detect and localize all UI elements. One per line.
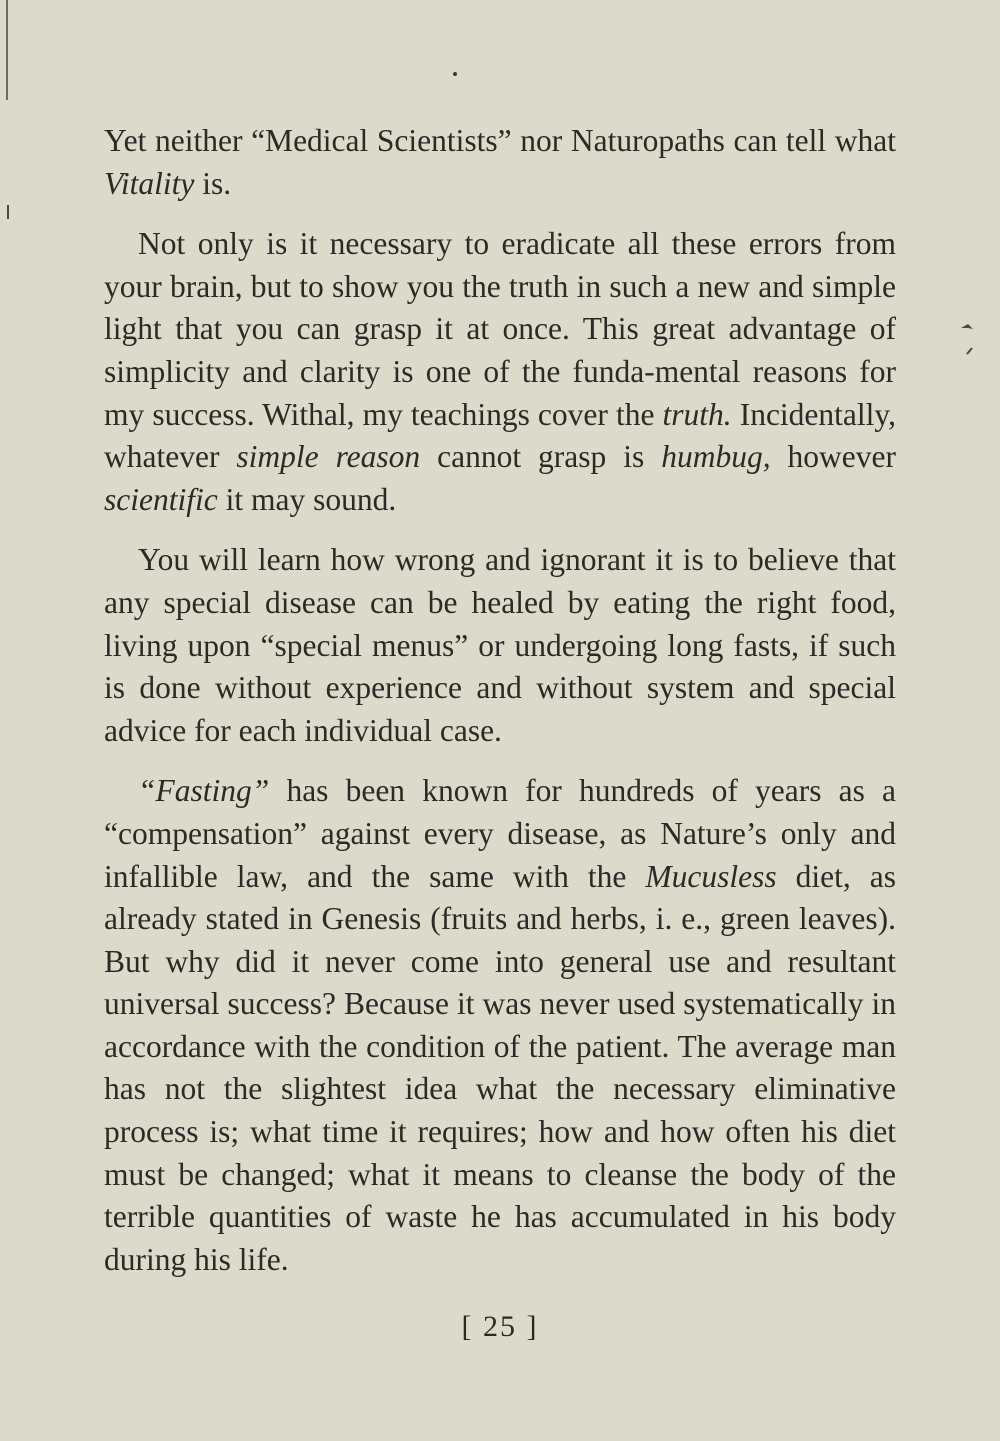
page-edge-line	[6, 0, 8, 100]
body-text	[104, 120, 896, 1299]
italic-text: Mucusless	[645, 858, 777, 894]
print-dot	[453, 72, 457, 76]
paragraph-vitality	[104, 120, 896, 205]
text-run: has been known for hundreds of years as a “compensation” against every disease, as Nature’s only and infallible law, and the same with the	[104, 773, 896, 894]
italic-text: scientific	[104, 481, 218, 517]
page-number: [ 25 ]	[461, 1310, 539, 1343]
paragraph-fasting	[104, 770, 896, 1281]
italic-text: truth.	[662, 396, 732, 432]
italic-text: Vitality	[104, 165, 195, 201]
text-run: Yet neither “Medical Scientists” nor Naturopaths can tell what	[104, 123, 896, 158]
margin-ink-mark	[958, 318, 976, 360]
text-run: is.	[194, 165, 232, 201]
text-run: Not only is it necessary to eradicate all these errors from your brain, but to show you the truth in such a new and simple light that you can grasp it at once. This great advantage of simplicity and clarity is one of the funda-mental reasons for my success. Withal, my teachings cover the	[104, 226, 896, 432]
text-run: it may sound.	[217, 481, 397, 517]
text-run: diet, as already stated in Genesis (fruits and herbs, i. e., green leaves). But why did it never come into general use and resultant universal success? Because it was never used systematically in accordance with the condition of the patient. The average man has not the slightest idea what the necessary eliminative process is; what time it requires; how and how often his diet must be changed; what it means to cleanse the body of the terrible quantities of waste he has accumulated in his body during his life.	[104, 858, 896, 1277]
italic-text: simple reason	[236, 439, 421, 475]
text-run: Incidentally, whatever	[104, 396, 896, 475]
italic-text: “Fasting”	[138, 773, 270, 809]
paragraph-simplicity	[104, 223, 896, 521]
page-edge-mark	[7, 205, 9, 219]
text-run: You will learn how wrong and ignorant it is to believe that any special disease can be healed by eating the right food, living upon “special menus” or undergoing long fasts, if such is done without experience and without system and special advice for each individual case.	[104, 542, 896, 748]
paragraph-special-menus	[104, 539, 896, 752]
text-run: cannot grasp is	[420, 439, 662, 475]
italic-text: humbug,	[661, 439, 771, 475]
text-run: however	[770, 439, 896, 475]
